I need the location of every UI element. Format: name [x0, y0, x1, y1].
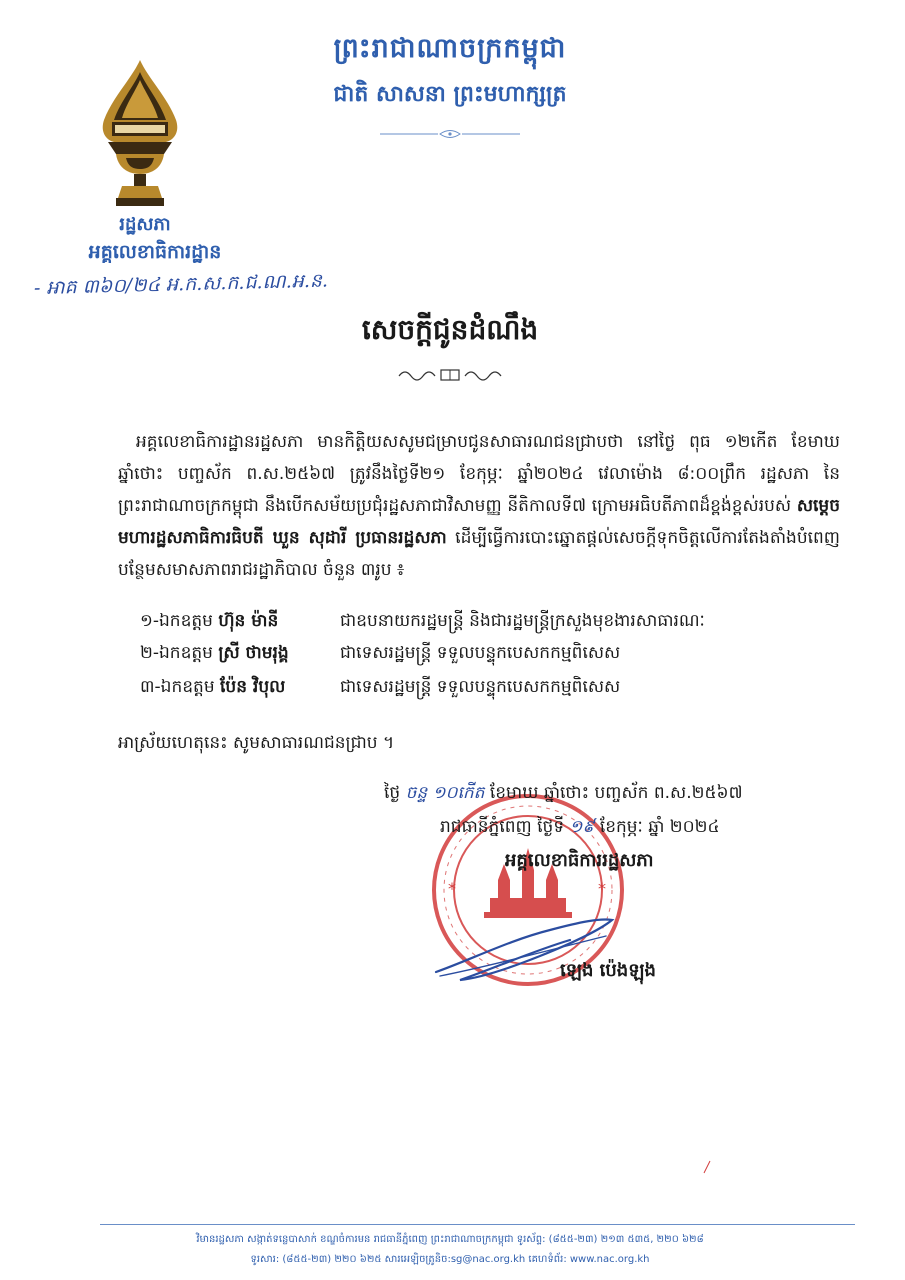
nominee-name: ប៉ែន វិបុល	[220, 677, 286, 697]
footer-address: វិមានរដ្ឋសភា សង្កាត់ទន្លេបាសាក់ ខណ្ឌចំការមន រាជធានីភ្នំពេញ ព្រះរាជាណាចក្រកម្ពុជា ទូរស័ព្ទ: (៨៥៥-២៣) ២១៣ ៥៣៥, ២២០ ៦២៨	[196, 1234, 704, 1245]
solar-date-day: ១៩	[569, 817, 595, 837]
national-motto: ជាតិ សាសនា ព្រះមហាក្សត្រ	[333, 82, 567, 107]
body-intro: អគ្គលេខាធិការដ្ឋានរដ្ឋសភា មានកិត្តិយសសូមជម្រាបជូនសាធារណជនជ្រាបថា នៅថ្ងៃ ពុធ ១២កើត ខែមាឃ ឆ្នាំថោះ បញ្ចស័ក ព.ស.២៥៦៧ ត្រូវនឹងថ្ងៃទី២១ ខែកុម្ភៈ ឆ្នាំ២០២៤ វេលាម៉ោង ៨:០០ព្រឹក រដ្ឋសភា នៃព្រះរាជាណាចក្រកម្ពុជា នឹងបើកសម័យប្រជុំរដ្ឋសភាជាវិសាមញ្ញ នីតិកាលទី៧ ក្រោមអធិបតីភាពដ៏ខ្ពង់ខ្ពស់របស់	[118, 432, 840, 516]
notice-body	[118, 426, 840, 586]
org-name: រដ្ឋសភា	[119, 214, 171, 235]
reference-number: - អាគ ៣៦០/២៤ អ.ក.ស.ក.ជ.ណ.អ.ន.	[33, 269, 329, 300]
presiding-officer: សម្តេចមហារដ្ឋសភាធិការធិបតី ឃួន សុដារី ប្រធានរដ្ឋសភា	[118, 496, 840, 548]
nominee-prefix: ១-ឯកឧត្តម	[140, 611, 213, 631]
closing-sentence: អាស្រ័យហេតុនេះ សូមសាធារណជនជ្រាប ។	[118, 733, 395, 753]
title-ornament-icon	[395, 368, 505, 382]
national-assembly-emblem-icon	[92, 58, 188, 218]
nominee-name: ហ៊ុន ម៉ានី	[218, 611, 279, 631]
document-title: សេចក្តីជូនដំណឹង	[361, 313, 539, 346]
footer-rule	[100, 1224, 855, 1225]
nominee-prefix: ៣-ឯកឧត្តម	[140, 677, 215, 697]
svg-text:*: *	[598, 879, 606, 898]
nominee-role: ជាទេសរដ្ឋមន្ត្រី ទទួលបន្ទុកបេសកកម្មពិសេស	[340, 643, 621, 663]
lunar-date	[384, 778, 844, 808]
signer-name: ឡេង ប៉េងឡុង	[560, 960, 656, 981]
nominee-row	[140, 672, 840, 702]
nominee-role: ជាទេសរដ្ឋមន្ត្រី ទទួលបន្ទុកបេសកកម្មពិសេស	[340, 677, 621, 697]
header-divider	[380, 128, 520, 140]
solar-date-prefix: រាជធានីភ្នំពេញ ថ្ងៃទី	[440, 817, 565, 837]
lunar-date-suffix: ខែមាឃ ឆ្នាំថោះ បញ្ចស័ក ព.ស.២៥៦៧	[489, 783, 743, 803]
solar-date-suffix: ខែកុម្ភៈ ឆ្នាំ ២០២៤	[599, 817, 720, 837]
stray-mark	[702, 1160, 712, 1174]
org-department: អគ្គលេខាធិការដ្ឋាន	[88, 241, 222, 263]
signatory-title: អគ្គលេខាធិការរដ្ឋសភា	[505, 850, 654, 871]
nominee-role: ជាឧបនាយករដ្ឋមន្ត្រី និងជារដ្ឋមន្ត្រីក្រសួងមុខងារសាធារណៈ	[340, 611, 705, 631]
body-purpose: ដើម្បីធ្វើការបោះឆ្នោតផ្តល់សេចក្តីទុកចិត្តលើការតែងតាំងបំពេញបន្ថែមសមាសភាពរាជរដ្ឋាភិបាល ចំនួន ៣រូប ៖	[118, 528, 840, 580]
footer-contact: ទូរសារ: (៨៥៥-២៣) ២២០ ៦២៥ សារអេឡិចត្រូនិច:sg@nac.org.kh គេហទំព័រ: www.nac.org.kh	[250, 1254, 650, 1265]
nominee-name: ស្រី ថាមរុង្គ	[218, 643, 289, 663]
solar-date	[440, 812, 850, 842]
nominee-row	[140, 606, 840, 636]
nominee-row	[140, 638, 840, 668]
nominee-prefix: ២-ឯកឧត្តម	[140, 643, 213, 663]
svg-text:*: *	[448, 879, 456, 898]
kingdom-heading: ព្រះរាជាណាចក្រកម្ពុជា	[333, 33, 567, 64]
lunar-date-handwritten: ចន្ទ ១០កើត	[405, 783, 485, 803]
lunar-date-prefix: ថ្ងៃ	[384, 783, 401, 803]
